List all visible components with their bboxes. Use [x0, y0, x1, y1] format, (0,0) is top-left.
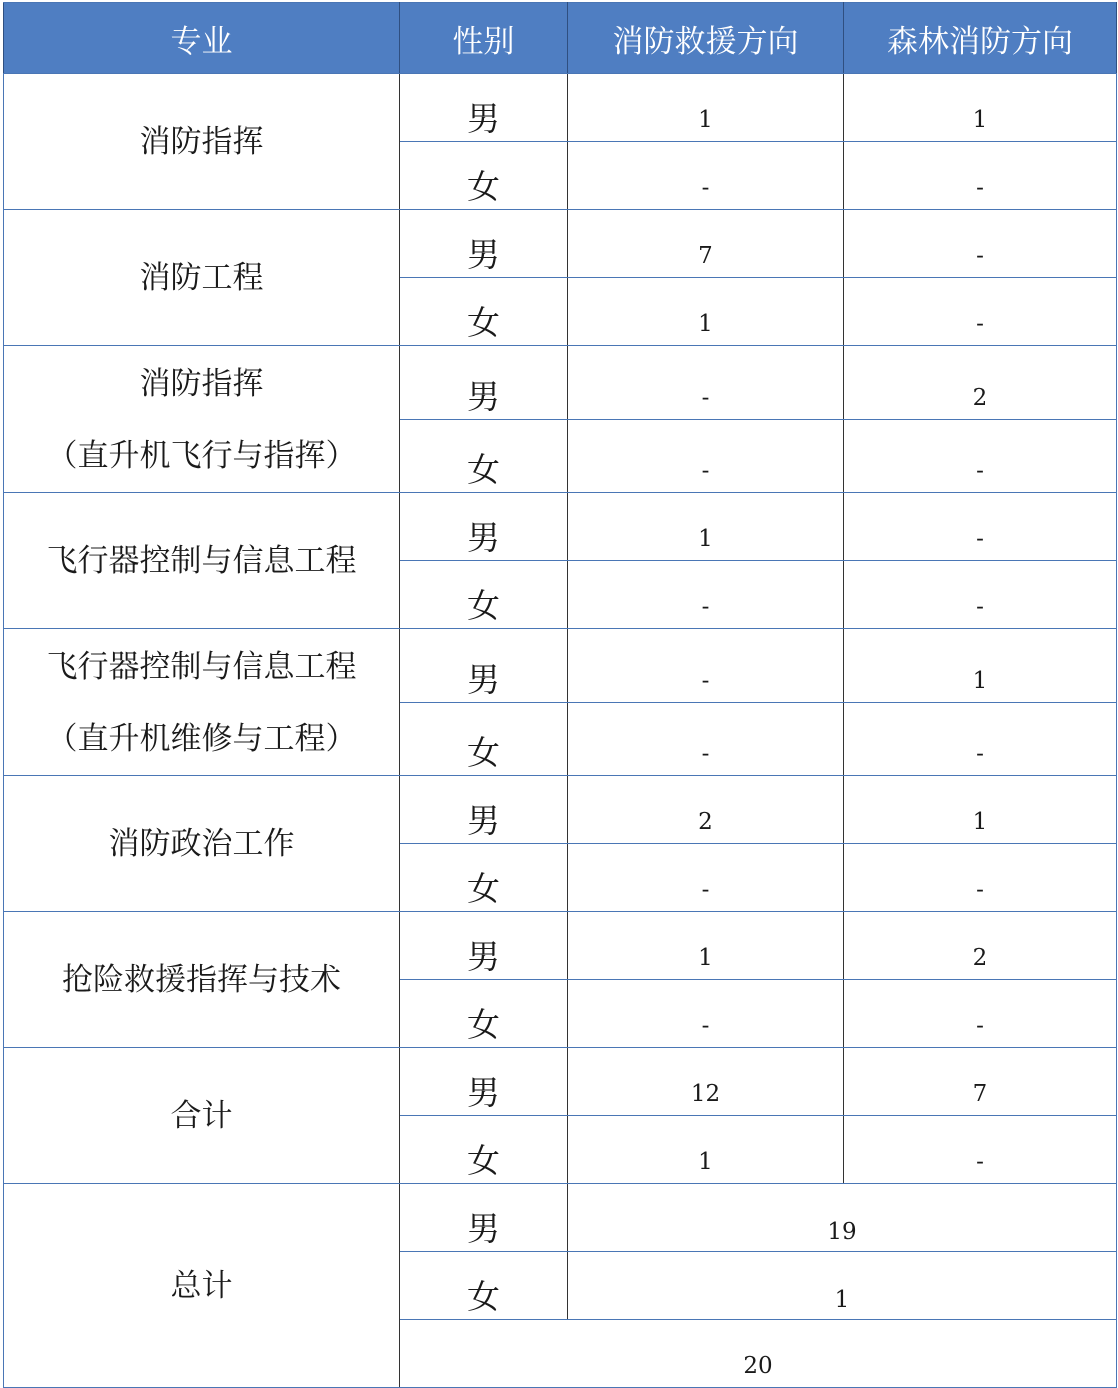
- total-female-value: 1: [568, 1252, 1117, 1320]
- gender-cell: 女: [400, 702, 568, 776]
- subtotal-label: 合计: [170, 1097, 233, 1134]
- forest-value: 1: [844, 74, 1117, 142]
- table-row: [4, 346, 1117, 420]
- major-cell: [4, 776, 400, 912]
- rescue-value: 1: [568, 912, 844, 980]
- rescue-value: 2: [568, 776, 844, 844]
- forest-value: 7: [844, 1048, 1117, 1116]
- table-row: [4, 493, 1117, 561]
- major-name: 消防政治工作: [108, 825, 295, 862]
- rescue-value: -: [568, 980, 844, 1048]
- rescue-value: -: [568, 346, 844, 420]
- major-name: 消防工程: [139, 259, 264, 296]
- total-male-value: 19: [568, 1184, 1117, 1252]
- total-cell: [4, 1184, 400, 1388]
- gender-cell: 男: [400, 493, 568, 561]
- gender-cell: 男: [400, 1184, 568, 1252]
- major-cell: [4, 346, 400, 493]
- rescue-value: -: [568, 844, 844, 912]
- rescue-value: 7: [568, 210, 844, 278]
- table-row: [4, 210, 1117, 278]
- table-row: [4, 912, 1117, 980]
- total-row: [4, 1184, 1117, 1252]
- forest-value: 2: [844, 912, 1117, 980]
- header-forest-direction: 森林消防方向: [844, 3, 1117, 74]
- rescue-value: 1: [568, 278, 844, 346]
- major-subtitle: （直升机维修与工程）: [46, 721, 357, 757]
- major-cell: [4, 74, 400, 210]
- forest-value: -: [844, 419, 1117, 493]
- gender-cell: 女: [400, 142, 568, 210]
- gender-cell: 女: [400, 1252, 568, 1320]
- major-cell: [4, 493, 400, 629]
- forest-value: -: [844, 210, 1117, 278]
- header-gender: 性别: [400, 3, 568, 74]
- rescue-value: -: [568, 142, 844, 210]
- forest-value: -: [844, 142, 1117, 210]
- gender-cell: 女: [400, 980, 568, 1048]
- major-name: 飞行器控制与信息工程: [46, 649, 357, 685]
- rescue-value: -: [568, 419, 844, 493]
- table-row: [4, 74, 1117, 142]
- forest-value: -: [844, 844, 1117, 912]
- gender-cell: 男: [400, 776, 568, 844]
- forest-value: -: [844, 561, 1117, 629]
- forest-value: 1: [844, 629, 1117, 703]
- header-row: [4, 3, 1117, 74]
- rescue-value: -: [568, 702, 844, 776]
- gender-cell: 女: [400, 419, 568, 493]
- major-name: 抢险救援指挥与技术: [62, 961, 341, 998]
- forest-value: -: [844, 278, 1117, 346]
- gender-cell: 男: [400, 629, 568, 703]
- forest-value: -: [844, 702, 1117, 776]
- major-name: 消防指挥: [139, 366, 264, 402]
- major-cell: [4, 629, 400, 776]
- forest-value: -: [844, 493, 1117, 561]
- major-cell: [4, 1048, 400, 1184]
- header-major: 专业: [4, 3, 400, 74]
- total-label: 总计: [170, 1267, 233, 1304]
- gender-cell: 女: [400, 1116, 568, 1184]
- major-subtitle: （直升机飞行与指挥）: [46, 438, 357, 474]
- major-cell: [4, 912, 400, 1048]
- enrollment-table: [3, 2, 1117, 1388]
- forest-value: 1: [844, 776, 1117, 844]
- gender-cell: 男: [400, 210, 568, 278]
- gender-cell: 男: [400, 912, 568, 980]
- major-cell: [4, 210, 400, 346]
- rescue-value: -: [568, 629, 844, 703]
- gender-cell: 男: [400, 346, 568, 420]
- table-row: [4, 629, 1117, 703]
- header-rescue-direction: 消防救援方向: [568, 3, 844, 74]
- major-name: 飞行器控制与信息工程: [46, 542, 357, 579]
- forest-value: -: [844, 980, 1117, 1048]
- gender-cell: 女: [400, 561, 568, 629]
- rescue-value: 1: [568, 493, 844, 561]
- subtotal-row: [4, 1048, 1117, 1116]
- gender-cell: 男: [400, 1048, 568, 1116]
- rescue-value: 1: [568, 1116, 844, 1184]
- grand-total-value: 20: [400, 1320, 1117, 1388]
- major-name: 消防指挥: [139, 123, 264, 160]
- gender-cell: 男: [400, 74, 568, 142]
- forest-value: 2: [844, 346, 1117, 420]
- gender-cell: 女: [400, 278, 568, 346]
- forest-value: -: [844, 1116, 1117, 1184]
- rescue-value: -: [568, 561, 844, 629]
- table-row: [4, 776, 1117, 844]
- gender-cell: 女: [400, 844, 568, 912]
- rescue-value: 12: [568, 1048, 844, 1116]
- rescue-value: 1: [568, 74, 844, 142]
